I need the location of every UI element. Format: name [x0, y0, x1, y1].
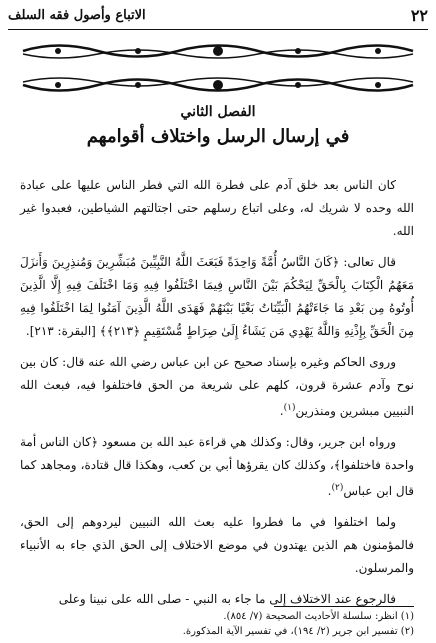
- footnote-2: (٢) تفسير ابن جرير (٢/ ١٩٤)، في تفسير الآية المذكورة.: [182, 626, 414, 637]
- paragraph-4: ورواه ابن جرير، وقال: وكذلك هي قراءة عبد الله بن مسعود ﴿كان الناس أمة واحدة فاختلفوا﴾، وكذلك كان يقرؤها أبي بن كعب، وهكذا قال قتادة، ومجاهد كما قال ابن عباس$^{(٢)}$.: [20, 435, 414, 498]
- body-text: [20, 174, 414, 619]
- paragraph-3: وروى الحاكم وغيره بإسناد صحيح عن ابن عباس رضي الله عنه قال: كان بين نوح وآدم عشرة قرون، كلهم على شريعة من الحق فاختلفوا فيه، فبعث الله النبيين مبشرين ومنذرين$^{(١)}$.: [20, 355, 414, 418]
- ornament-top: [18, 40, 418, 62]
- running-header: [8, 6, 428, 30]
- verse-reference: [البقرة: ٢١٣].: [25, 324, 100, 338]
- paragraph-4-text: ورواه ابن جرير، وقال: وكذلك هي قراءة عبد الله بن مسعود ﴿كان الناس أمة واحدة فاختلفوا﴾، وكذلك كان يقرؤها أبي بن كعب، وهكذا قال قتادة، ومجاهد كما قال ابن عباس: [20, 435, 414, 498]
- paragraph-2: [20, 251, 414, 343]
- header-rule: [8, 29, 428, 30]
- footnote-ref-2: (٢): [331, 483, 344, 493]
- quran-verse: ﴿كَانَ النَّاسُ أُمَّةً وَاحِدَةً فَبَعَثَ اللَّهُ النَّبِيِّينَ مُبَشِّرِينَ وَمُنذِرِينَ وَأَنزَلَ مَعَهُمُ الْكِتَابَ بِالْحَقِّ لِيَحْكُمَ بَيْنَ النَّاسِ فِيمَا اخْتَلَفُوا فِيهِ وَمَا اخْتَلَفَ فِيهِ إِلَّا الَّذِينَ أُوتُوهُ مِن بَعْدِ مَا جَاءَتْهُمُ الْبَيِّنَاتُ بَغْيًا بَيْنَهُمْ فَهَدَى اللَّهُ الَّذِينَ آمَنُوا لِمَا اخْتَلَفُوا فِيهِ مِنَ الْحَقِّ بِإِذْنِهِ وَاللَّهُ يَهْدِي مَن يَشَاءُ إِلَىٰ صِرَاطٍ مُّسْتَقِيمٍ ﴿٢١٣﴾﴾: [20, 255, 415, 338]
- footnote-1: (١) انظر: سلسلة الأحاديث الصحيحة (٧/ ٨٥٤).: [223, 611, 414, 622]
- footnote-ref-1: (١): [283, 403, 296, 413]
- paragraph-5: ولما اختلفوا في ما فطروا عليه بعث الله النبيين ليردوهم إلى الحق، فالمؤمنون هم الذين يهتدون في موضع الاختلاف إلى الحق الذي جاء به الأنبياء والمرسلون.: [20, 515, 414, 575]
- verse-intro: قال تعالى:: [339, 255, 397, 269]
- paragraph-1: كان الناس بعد خلق آدم على فطرة الله التي فطر الناس عليها على عبادة الله وحده لا شريك له، وعلى اتباع رسلهم حتى اجتالتهم الشياطين، فعبدوا غير الله.: [20, 178, 414, 238]
- chapter-label: الفصل الثاني: [180, 104, 256, 120]
- paragraph-3-text: وروى الحاكم وغيره بإسناد صحيح عن ابن عباس رضي الله عنه قال: كان بين نوح وآدم عشرة قرون، كلهم على شريعة من الحق فاختلفوا فيه، فبعث الله النبيين مبشرين ومنذرين: [20, 355, 414, 418]
- running-title: الاتباع وأصول فقه السلف: [8, 8, 146, 23]
- paragraph-6: فالرجوع عند الاختلاف إلى ما جاء به النبي - صلى الله على نبينا وعلى: [58, 592, 396, 606]
- chapter-title: في إرسال الرسل واختلاف أقوامهم: [86, 126, 350, 147]
- ornament-bottom: [18, 74, 418, 96]
- footnotes: [20, 609, 414, 639]
- page-number: ٢٢: [410, 6, 428, 25]
- footnote-rule: [274, 606, 414, 607]
